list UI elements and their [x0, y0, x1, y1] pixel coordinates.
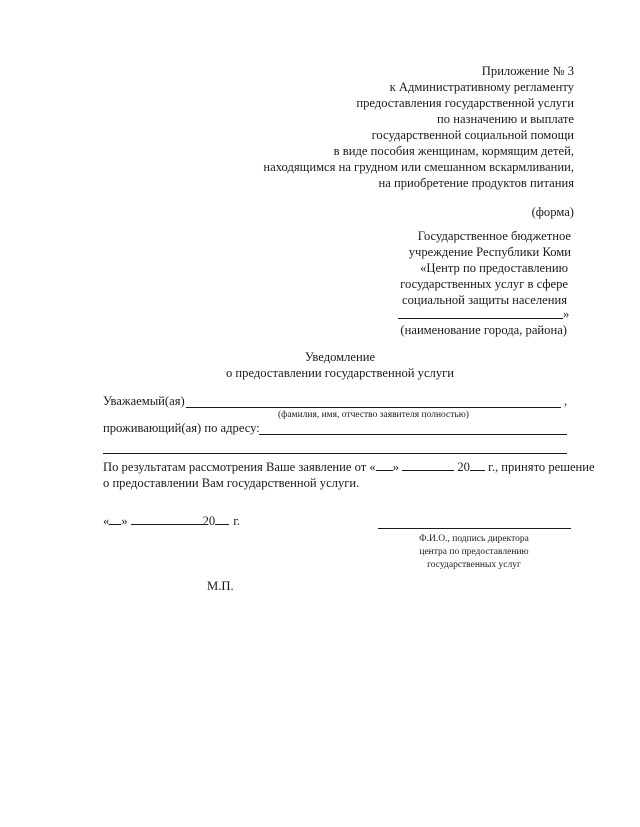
appendix-line-8: на приобретение продуктов питания	[378, 176, 574, 190]
city-caption: (наименование города, района)	[400, 323, 567, 337]
addressee-caption: (фамилия, имя, отчество заявителя полностью)	[278, 410, 469, 420]
body-year: 20	[454, 460, 470, 474]
addressee-name-line	[186, 407, 561, 408]
body-line-1	[103, 459, 595, 475]
address-line-2	[103, 453, 567, 454]
date-open-quote: «	[103, 514, 110, 528]
day-blank	[376, 459, 393, 471]
institution-line-5: социальной защиты населения	[402, 293, 567, 307]
date-year: 20	[202, 514, 216, 528]
appendix-line-7: находящимся на грудном или смешанном вскармливании,	[263, 160, 574, 174]
signature-caption-3: государственных услуг	[427, 560, 521, 570]
city-blank-line	[398, 318, 563, 319]
date-month-blank	[131, 513, 203, 525]
institution-quote-close: »	[563, 307, 570, 321]
addressee-label: Уважаемый(ая)	[103, 394, 185, 408]
institution-line-4: государственных услуг в сфере	[400, 277, 568, 291]
notice-title: Уведомление	[304, 350, 376, 364]
body-line-2: о предоставлении Вам государственной услуги.	[103, 476, 360, 490]
institution-line-2: учреждение Республики Коми	[408, 245, 571, 259]
appendix-line-6: в виде пособия женщинам, кормящим детей,	[333, 144, 574, 158]
appendix-line-5: государственной социальной помощи	[371, 128, 574, 142]
month-blank	[402, 459, 454, 471]
appendix-line-1: Приложение № 3	[481, 64, 574, 78]
signature-line	[378, 528, 571, 529]
appendix-line-4: по назначению и выплате	[437, 112, 574, 126]
appendix-line-3: предоставления государственной услуги	[356, 96, 574, 110]
institution-line-3: «Центр по предоставлению	[420, 261, 568, 275]
body-mid: »	[392, 460, 403, 474]
body-prefix: По результатам рассмотрения Ваше заявление от «	[103, 460, 376, 474]
appendix-line-2: к Административному регламенту	[389, 80, 574, 94]
address-line-1	[259, 434, 567, 435]
address-label: проживающий(ая) по адресу:	[103, 421, 260, 435]
date-block	[103, 513, 240, 529]
date-day-blank	[109, 513, 121, 525]
year-blank	[470, 459, 485, 471]
notice-subtitle: о предоставлении государственной услуги	[225, 366, 455, 380]
signature-caption-1: Ф.И.О., подпись директора	[419, 534, 529, 544]
body-suffix: г., принято решение	[484, 460, 595, 474]
stamp-label: М.П.	[207, 579, 234, 593]
date-close-quote: »	[121, 514, 128, 528]
date-suffix: г.	[233, 514, 241, 528]
signature-caption-2: центра по предоставлению	[419, 547, 529, 557]
addressee-comma: ,	[564, 394, 568, 408]
institution-line-1: Государственное бюджетное	[417, 229, 571, 243]
form-label: (форма)	[531, 205, 574, 219]
date-year-blank	[215, 513, 229, 525]
